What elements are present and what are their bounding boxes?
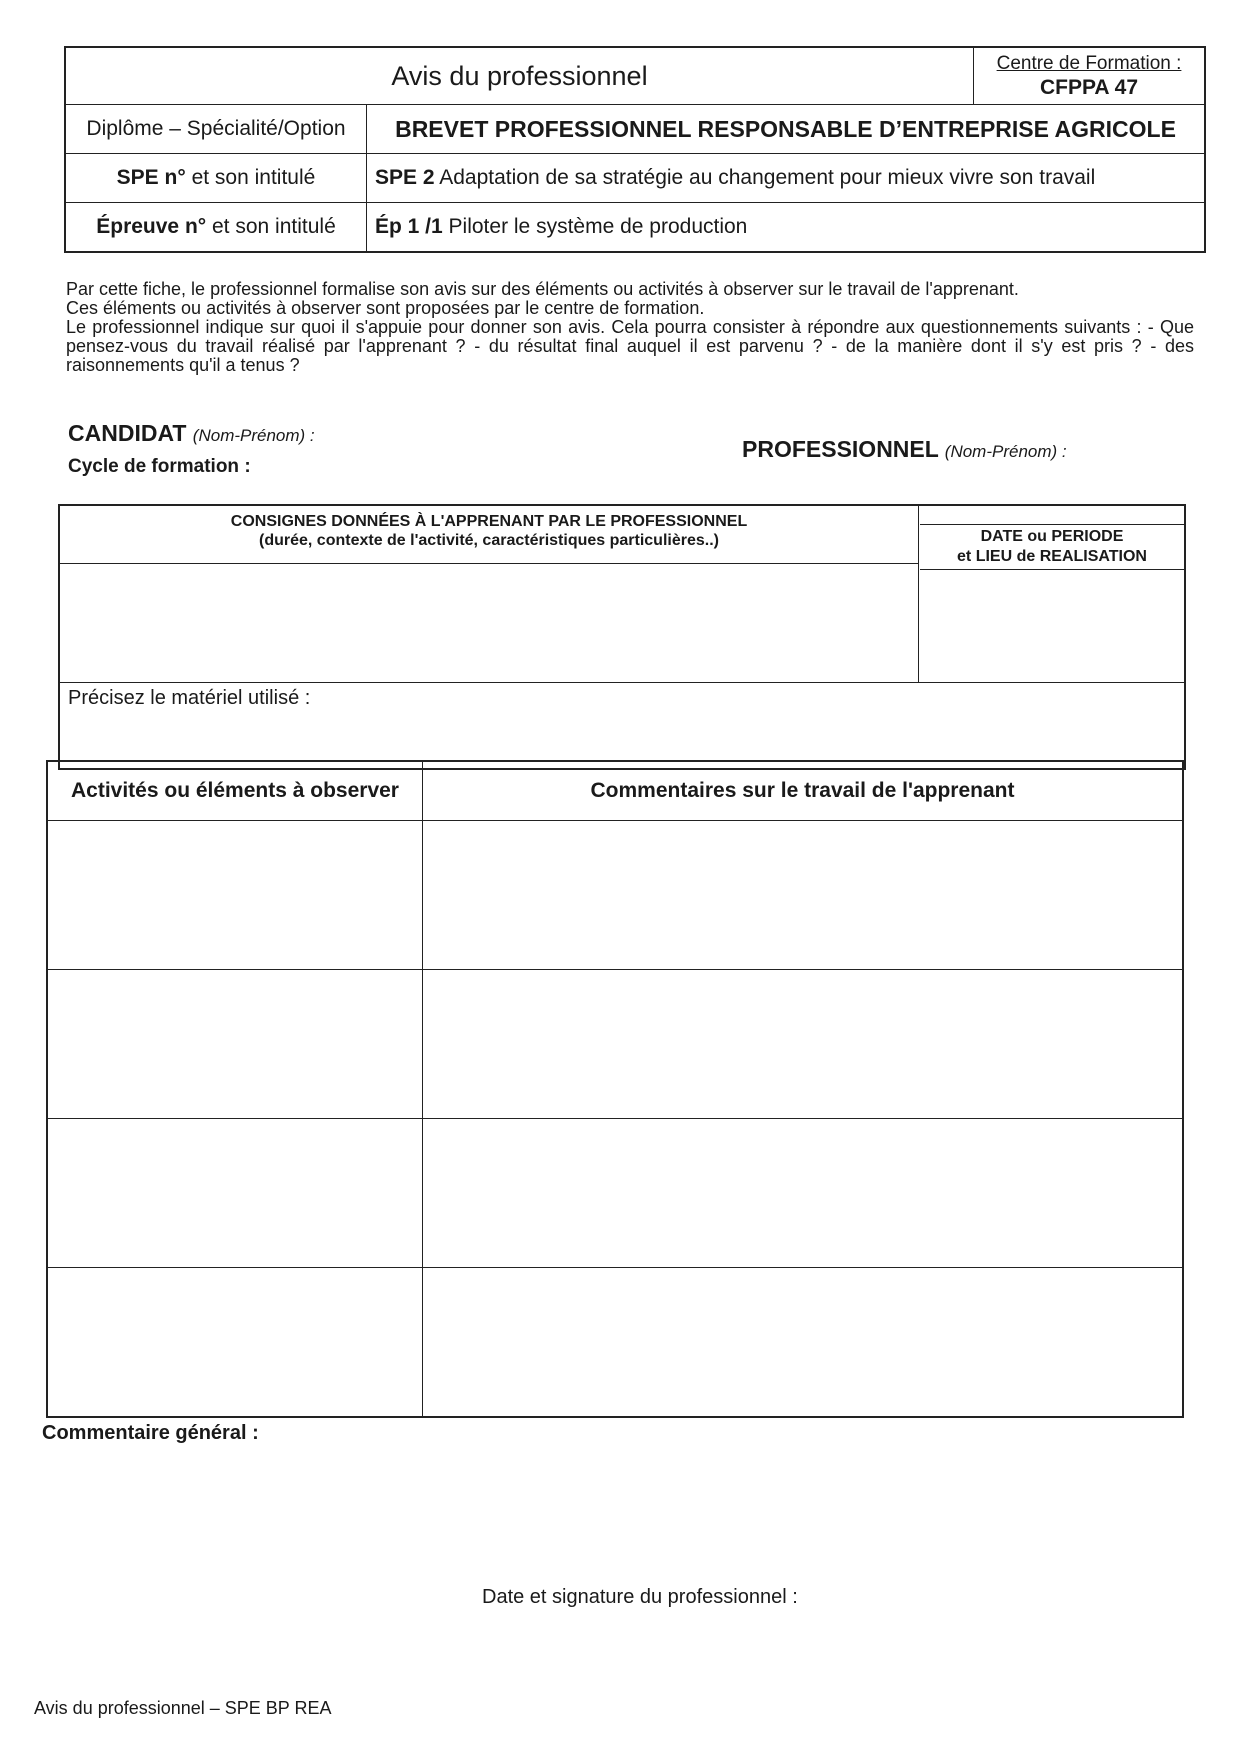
comment-cell[interactable] [423, 821, 1184, 970]
cycle-formation-field[interactable]: Cycle de formation : [68, 456, 251, 477]
comment-cell[interactable] [423, 970, 1184, 1119]
consignes-header: CONSIGNES DONNÉES À L'APPRENANT PAR LE PROFESSIONNEL (durée, contexte de l'activité, caractéristiques particulières..) [60, 506, 918, 564]
table-row [47, 821, 1183, 970]
commentaire-general-field[interactable]: Commentaire général : [42, 1422, 259, 1444]
header-table [64, 46, 1206, 253]
consignes-box [58, 504, 1186, 770]
table-row [47, 1119, 1183, 1268]
candidat-field[interactable]: CANDIDAT (Nom-Prénom) : [68, 420, 315, 446]
diplome-value: BREVET PROFESSIONNEL RESPONSABLE D’ENTREPRISE AGRICOLE [367, 105, 1206, 154]
activity-cell[interactable] [47, 821, 423, 970]
comment-cell[interactable] [423, 1119, 1184, 1268]
diplome-label: Diplôme – Spécialité/Option [65, 105, 367, 154]
intro-line-1: Par cette fiche, le professionnel formalise son avis sur des éléments ou activités à observer sur le travail de l'apprenant. [66, 279, 1019, 299]
activity-cell[interactable] [47, 1268, 423, 1418]
centre-de-formation [974, 47, 1206, 105]
spe-value: SPE 2 Adaptation de sa stratégie au changement pour mieux vivre son travail [367, 154, 1206, 203]
activity-cell[interactable] [47, 970, 423, 1119]
comments-column-header: Commentaires sur le travail de l'apprenant [423, 761, 1184, 821]
spe-label: SPE n° et son intitulé [65, 154, 367, 203]
activities-table [46, 760, 1184, 1418]
instructions-paragraph [66, 280, 1194, 375]
epreuve-value: Ép 1 /1 Piloter le système de production [367, 203, 1206, 253]
date-lieu-header: DATE ou PERIODE et LIEU de REALISATION [920, 524, 1184, 570]
signature-field[interactable]: Date et signature du professionnel : [482, 1586, 798, 1608]
intro-line-3: Le professionnel indique sur quoi il s'appuie pour donner son avis. Cela pourra consister à répondre aux questionnements suivants : - Que pensez-vous du travail réalisé par l'apprenant ? - du résultat final auquel il est parvenu ? - de la manière dont il s'y est pris ? - des raisonnements qu'il a tenus ? [66, 317, 1194, 375]
activity-cell[interactable] [47, 1119, 423, 1268]
page-footer: Avis du professionnel – SPE BP REA [34, 1698, 332, 1718]
intro-line-2: Ces éléments ou activités à observer sont proposées par le centre de formation. [66, 298, 705, 318]
materiel-field[interactable]: Précisez le matériel utilisé : [60, 682, 1184, 714]
professionnel-field[interactable]: PROFESSIONNEL (Nom-Prénom) : [742, 436, 1067, 462]
activities-column-header: Activités ou éléments à observer [47, 761, 423, 821]
centre-value: CFPPA 47 [1039, 76, 1139, 99]
form-title: Avis du professionnel [65, 47, 974, 105]
table-row [47, 970, 1183, 1119]
comment-cell[interactable] [423, 1268, 1184, 1418]
table-row [47, 1268, 1183, 1418]
epreuve-label: Épreuve n° et son intitulé [65, 203, 367, 253]
centre-label: Centre de Formation : [996, 53, 1182, 74]
